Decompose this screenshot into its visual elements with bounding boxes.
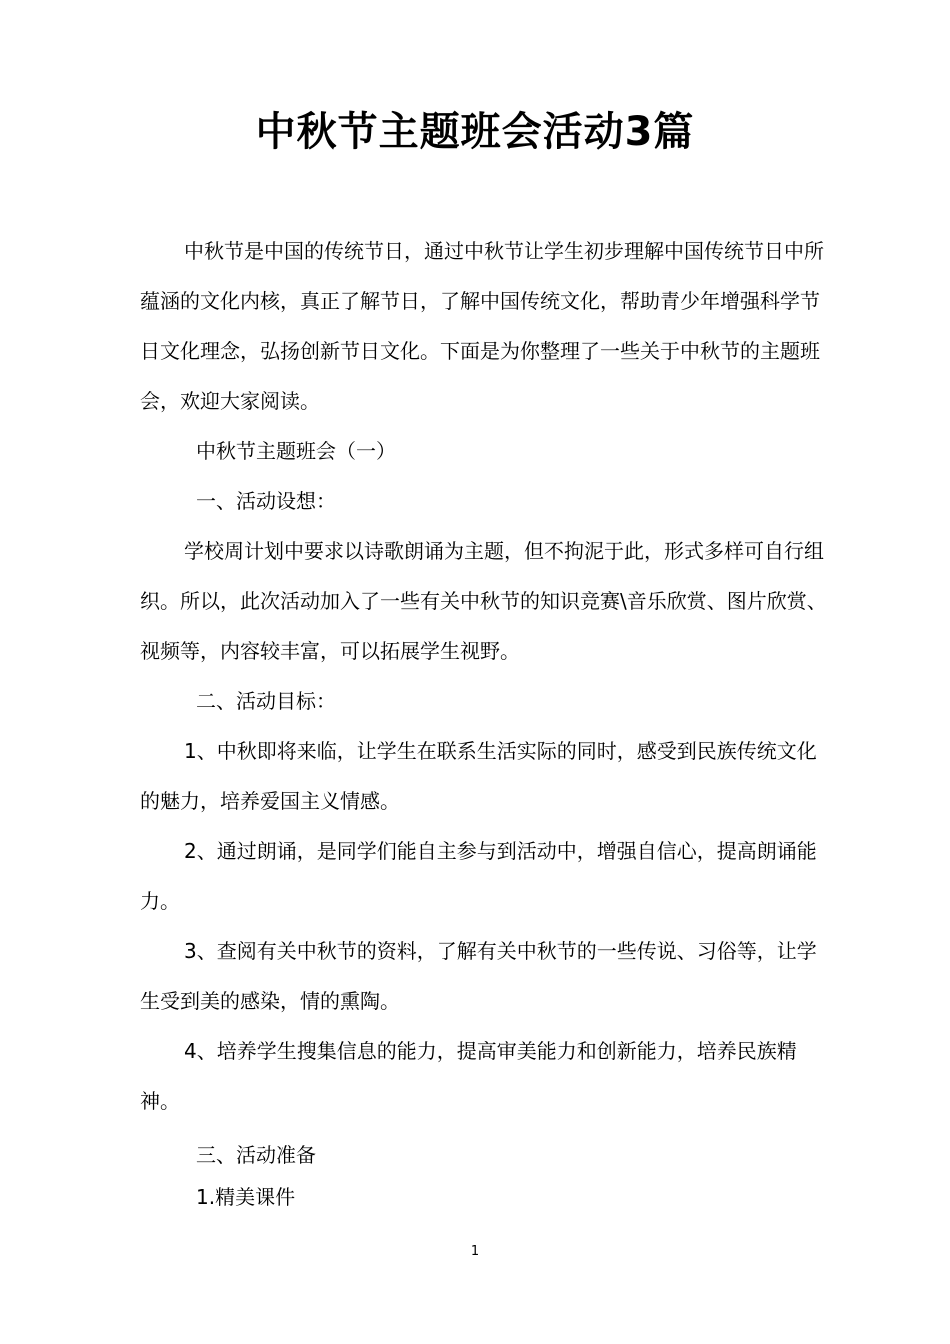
activity-idea-paragraph: 学校周计划中要求以诗歌朗诵为主题，但不拘泥于此，形式多样可自行组织。所以，此次活动加入了一些有关中秋节的知识竞赛\音乐欣赏、图片欣赏、视频等，内容较丰富，可以拓展学生视野。 bbox=[140, 539, 827, 663]
page-number: 1 bbox=[470, 1244, 480, 1259]
section-heading: 中秋节主题班会（一） bbox=[196, 439, 396, 463]
heading-activity-goals: 二、活动目标： bbox=[196, 689, 336, 713]
heading-activity-preparation: 三、活动准备 bbox=[196, 1143, 316, 1167]
goal-item-2: 2、通过朗诵，是同学们能自主参与到活动中，增强自信心，提高朗诵能力。 bbox=[140, 839, 817, 913]
goal-item-1: 1、中秋即将来临，让学生在联系生活实际的同时，感受到民族传统文化的魅力，培养爱国主义情感。 bbox=[140, 739, 817, 813]
heading-activity-idea: 一、活动设想： bbox=[196, 489, 336, 513]
intro-paragraph: 中秋节是中国的传统节日，通过中秋节让学生初步理解中国传统节日中所蕴涵的文化内核，真正了解节日，了解中国传统文化，帮助青少年增强科学节日文化理念，弘扬创新节日文化。下面是为你整理了一些关于中秋节的主题班会，欢迎大家阅读。 bbox=[140, 239, 824, 413]
goal-item-4: 4、培养学生搜集信息的能力，提高审美能力和创新能力，培养民族精神。 bbox=[140, 1039, 797, 1113]
document-title: 中秋节主题班会活动3篇 bbox=[255, 109, 695, 155]
preparation-item-1: 1.精美课件 bbox=[196, 1185, 296, 1209]
goal-item-3: 3、查阅有关中秋节的资料，了解有关中秋节的一些传说、习俗等，让学生受到美的感染，情的熏陶。 bbox=[140, 939, 817, 1013]
